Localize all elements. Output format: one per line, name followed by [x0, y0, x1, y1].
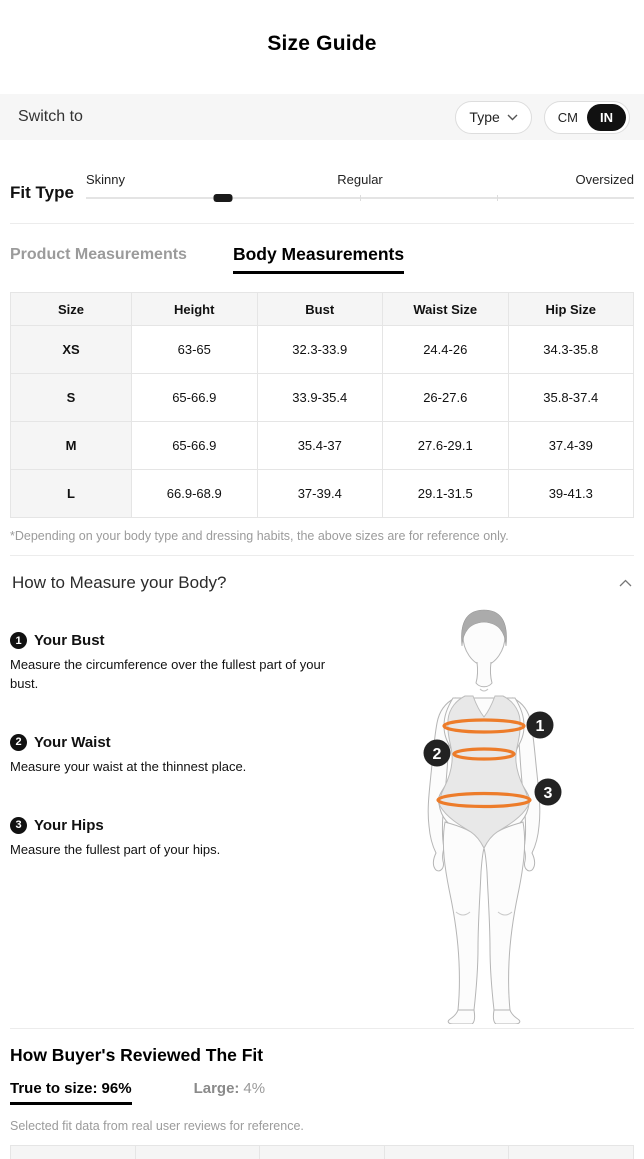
- col-header-bust: Bust: [257, 293, 383, 326]
- hips-badge: [535, 779, 562, 806]
- value-cell: 35.8-37.4: [508, 374, 634, 422]
- figure-right-foot: [493, 1010, 519, 1024]
- switch-to-label: Switch to: [18, 108, 83, 125]
- col-header-height: Height: [132, 293, 258, 326]
- review-section-title: How Buyer's Reviewed The Fit: [10, 1045, 264, 1065]
- value-cell: 29.1-31.5: [383, 470, 509, 518]
- value-cell: 63-65: [132, 326, 258, 374]
- stat-label: Large:: [193, 1080, 240, 1097]
- stat-large[interactable]: [194, 1080, 266, 1097]
- stat-true-to-size[interactable]: [10, 1080, 132, 1105]
- figure-neck: [476, 662, 492, 687]
- slider-tick: [360, 195, 361, 201]
- svg-text:1: 1: [535, 717, 545, 735]
- figure-left-leg: [443, 822, 484, 1010]
- measure-item-desc: Measure your waist at the thinnest place.: [10, 758, 247, 774]
- stat-label: True to size:: [10, 1080, 98, 1097]
- value-cell: 66.9-68.9: [132, 470, 258, 518]
- stat-value: 4%: [243, 1080, 266, 1097]
- measure-section-header[interactable]: [0, 572, 644, 594]
- measure-item-hips: [10, 817, 360, 860]
- fit-slider-track[interactable]: [86, 197, 634, 199]
- review-stats: [0, 1080, 644, 1105]
- fit-option-oversized: Oversized: [575, 172, 634, 187]
- value-cell: 37-39.4: [257, 470, 383, 518]
- clipped-cell: [384, 1145, 509, 1159]
- measure-item-waist: [10, 734, 360, 777]
- measure-item-desc: Measure the fullest part of your hips.: [10, 841, 221, 857]
- table-row: [11, 374, 634, 422]
- step-1-badge: 1: [10, 632, 27, 649]
- clipped-cell: [135, 1145, 260, 1159]
- waist-badge: [424, 740, 451, 767]
- step-2-badge: 2: [10, 734, 27, 751]
- size-cell: XS: [11, 326, 132, 374]
- measure-section-body: [0, 618, 644, 1024]
- measure-item-title: Your Hips: [34, 816, 104, 834]
- value-cell: 65-66.9: [132, 422, 258, 470]
- figure-left-foot: [448, 1010, 474, 1024]
- step-3-badge: 3: [10, 817, 27, 834]
- table-header-row: [11, 293, 634, 326]
- col-header-waist: Waist Size: [383, 293, 509, 326]
- fit-option-skinny: Skinny: [86, 172, 126, 187]
- unit-cm-option[interactable]: CM: [557, 109, 578, 125]
- measure-item-desc: Measure the circumference over the fullest part of your bust.: [10, 657, 326, 691]
- value-cell: 32.3-33.9: [257, 326, 383, 374]
- unit-toggle[interactable]: [544, 101, 630, 134]
- table-row: [11, 470, 634, 518]
- figure-collarbone: [480, 689, 488, 691]
- measurement-tabs: [0, 244, 644, 274]
- value-cell: 35.4-37: [257, 422, 383, 470]
- slider-tick: [497, 195, 498, 201]
- divider: [10, 1028, 634, 1029]
- divider: [10, 223, 634, 224]
- clipped-table-header: [10, 1145, 634, 1159]
- tab-body-measurements[interactable]: Body Measurements: [233, 244, 404, 274]
- col-header-size: Size: [11, 293, 132, 326]
- size-cell: L: [11, 470, 132, 518]
- switch-bar: [0, 94, 644, 140]
- bust-badge: [527, 712, 554, 739]
- page-title: Size Guide: [267, 32, 377, 55]
- review-note: Selected fit data from real user reviews for reference.: [10, 1119, 304, 1133]
- divider: [10, 555, 634, 556]
- col-header-hip: Hip Size: [508, 293, 634, 326]
- chevron-down-icon: [507, 108, 518, 126]
- value-cell: 27.6-29.1: [383, 422, 509, 470]
- svg-text:3: 3: [543, 784, 553, 802]
- unit-in-option-selected[interactable]: IN: [587, 104, 626, 131]
- measure-instructions: [10, 618, 360, 1024]
- clipped-cell: [508, 1145, 634, 1159]
- value-cell: 33.9-35.4: [257, 374, 383, 422]
- value-cell: 39-41.3: [508, 470, 634, 518]
- fit-option-regular: Regular: [337, 172, 383, 187]
- value-cell: 26-27.6: [383, 374, 509, 422]
- clipped-cell: [259, 1145, 384, 1159]
- fit-type-slider[interactable]: [86, 170, 634, 203]
- fit-type-label: Fit Type: [10, 183, 74, 202]
- svg-text:2: 2: [432, 745, 442, 763]
- type-dropdown[interactable]: [455, 101, 531, 134]
- fit-type-section: [0, 170, 644, 203]
- table-row: [11, 326, 634, 374]
- fit-slider-handle[interactable]: [214, 194, 233, 202]
- value-cell: 34.3-35.8: [508, 326, 634, 374]
- value-cell: 24.4-26: [383, 326, 509, 374]
- type-dropdown-label: Type: [469, 109, 500, 125]
- table-row: [11, 422, 634, 470]
- measure-item-title: Your Bust: [34, 632, 105, 649]
- tab-product-measurements[interactable]: Product Measurements: [10, 246, 187, 263]
- figure-right-leg: [484, 822, 525, 1010]
- chevron-up-icon[interactable]: [619, 574, 632, 592]
- size-table-note: *Depending on your body type and dressing habits, the above sizes are for reference only.: [10, 529, 509, 543]
- measure-item-title: Your Waist: [34, 733, 111, 751]
- size-cell: M: [11, 422, 132, 470]
- size-cell: S: [11, 374, 132, 422]
- value-cell: 37.4-39: [508, 422, 634, 470]
- body-figure-illustration: [360, 618, 634, 1024]
- size-table: [10, 292, 634, 518]
- measure-section-title: How to Measure your Body?: [12, 573, 227, 592]
- value-cell: 65-66.9: [132, 374, 258, 422]
- stat-value: 96%: [101, 1080, 132, 1097]
- clipped-cell: [10, 1145, 135, 1159]
- measure-item-bust: [10, 632, 360, 694]
